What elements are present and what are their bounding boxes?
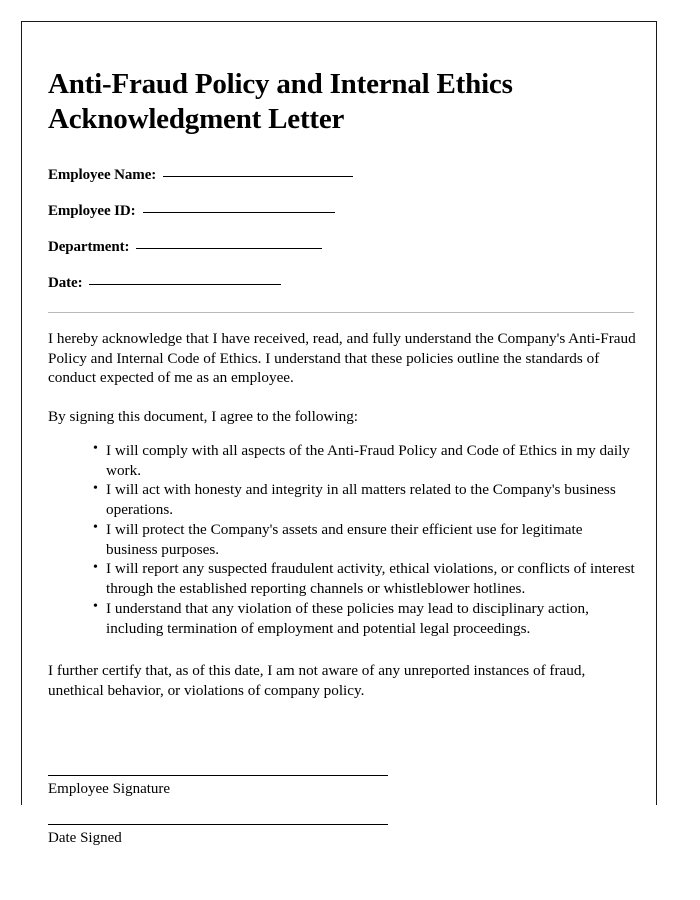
department-input[interactable]	[136, 248, 322, 249]
employee-signature-line[interactable]	[48, 775, 388, 776]
date-signed-block	[48, 824, 636, 847]
field-date	[48, 276, 636, 291]
date-signed-line[interactable]	[48, 824, 388, 825]
list-item: • I will protect the Company's assets and ensure their efficient use for legitimate business purposes.	[93, 520, 636, 560]
employee-signature-label: Employee Signature	[48, 780, 171, 797]
field-label-employee-id: Employee ID:	[48, 202, 136, 219]
employee-signature-block	[48, 775, 636, 798]
date-input[interactable]	[89, 284, 281, 285]
section-divider	[48, 312, 634, 313]
list-item: • I will comply with all aspects of the Anti-Fraud Policy and Code of Ethics in my daily work.	[93, 441, 636, 481]
list-item: • I will act with honesty and integrity in all matters related to the Company's business operations.	[93, 480, 636, 520]
agreement-lead-in: By signing this document, I agree to the following:	[48, 408, 359, 425]
field-employee-id	[48, 204, 636, 219]
employee-name-input[interactable]	[163, 176, 353, 177]
list-item: • I understand that any violation of these policies may lead to disciplinary action, including termination of employment and potential legal proceedings.	[93, 599, 636, 639]
employee-details-form	[48, 168, 636, 291]
field-department	[48, 240, 636, 255]
page-title: Anti-Fraud Policy and Internal Ethics Acknowledgment Letter	[48, 68, 513, 136]
pledge-list	[48, 441, 636, 639]
field-label-employee-name: Employee Name:	[48, 166, 157, 183]
date-signed-label: Date Signed	[48, 829, 122, 846]
closing-paragraph: I further certify that, as of this date, I am not aware of any unreported instances of fraud, unethical behavior, or violations of company policy.	[48, 662, 586, 699]
list-item: • I will report any suspected fraudulent activity, ethical violations, or conflicts of interest through the established reporting channels or whistleblower hotlines.	[93, 559, 636, 599]
document-page	[21, 21, 657, 846]
field-label-department: Department:	[48, 238, 130, 255]
intro-paragraph: I hereby acknowledge that I have received, read, and fully understand the Company's Anti-Fraud Policy and Internal Code of Ethics. I understand that these policies outline the standards of conduct expected of me as an employee.	[48, 329, 636, 387]
field-label-date: Date:	[48, 274, 83, 291]
field-employee-name	[48, 168, 636, 183]
document-content	[48, 44, 636, 873]
signature-area	[48, 775, 636, 847]
employee-id-input[interactable]	[143, 212, 335, 213]
